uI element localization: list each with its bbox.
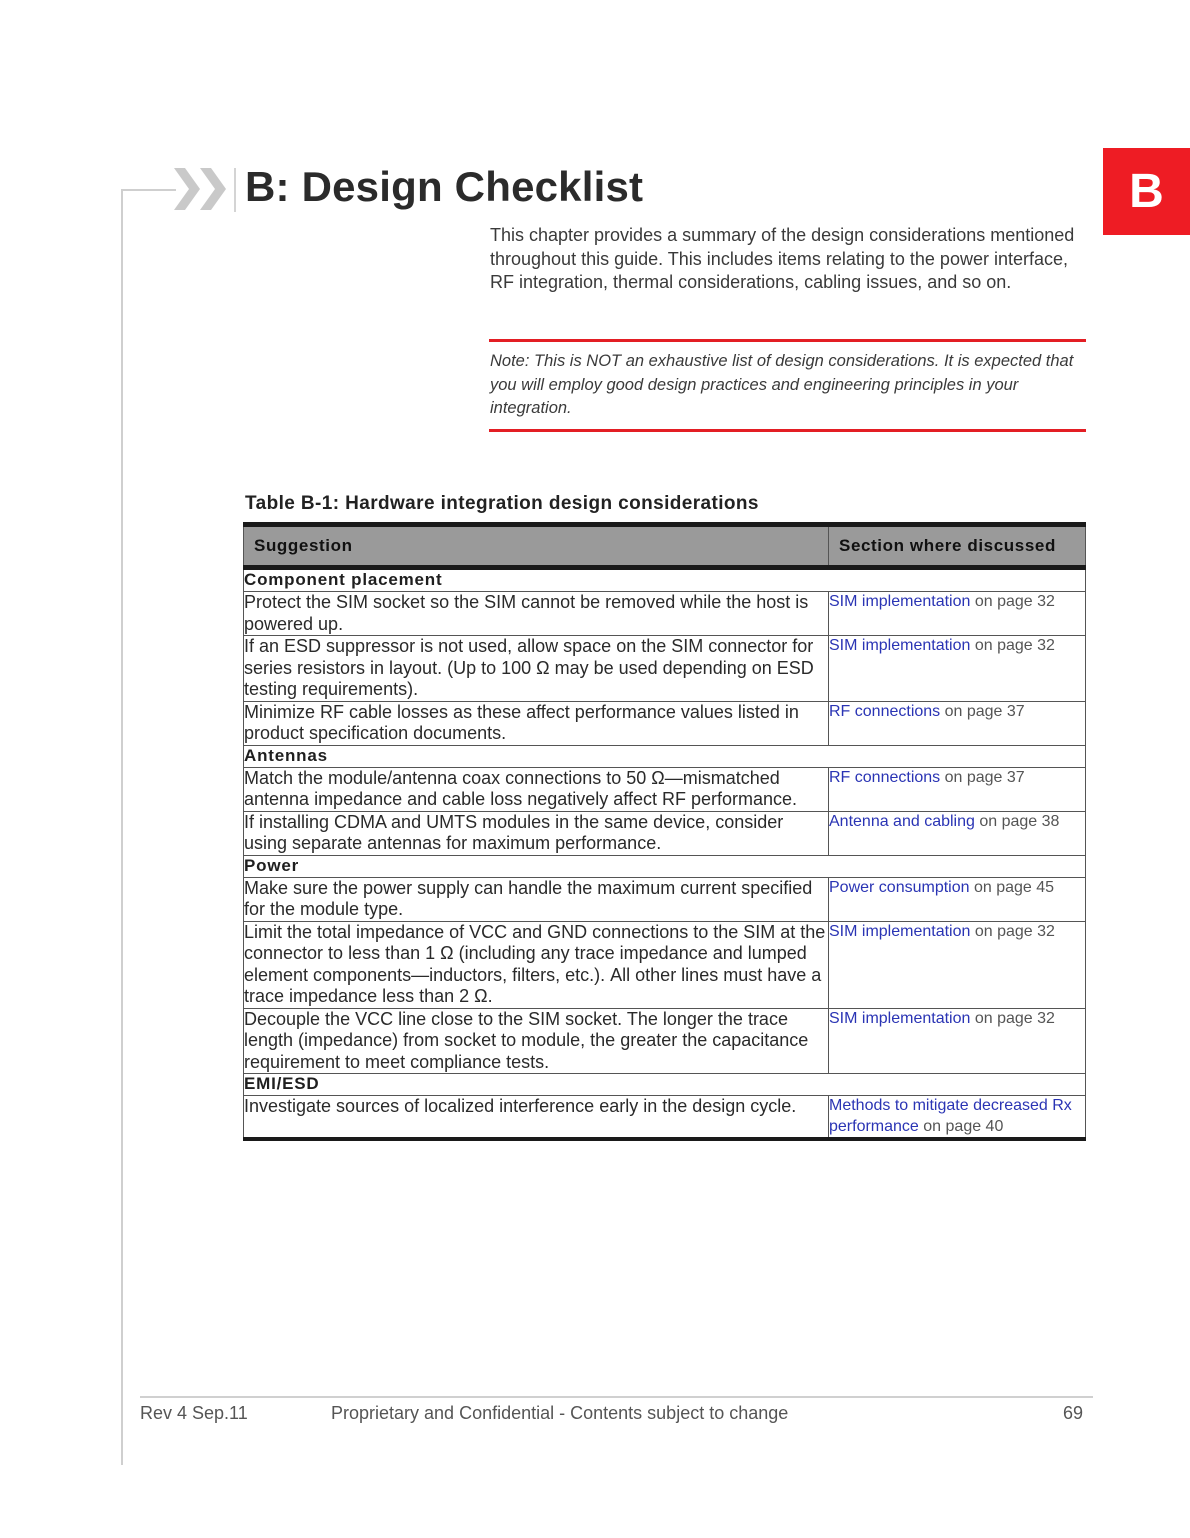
suggestion-cell: Make sure the power supply can handle the maximum current specified for the module type.: [244, 877, 829, 921]
section-link[interactable]: RF connections: [829, 768, 941, 786]
footer-revision: Rev 4 Sep.11: [140, 1403, 248, 1423]
section-row: [244, 855, 1086, 877]
suggestion-cell: Investigate sources of localized interference early in the design cycle.: [244, 1096, 829, 1140]
table-caption: Table B-1: Hardware integration design considerations: [245, 493, 759, 514]
suggestion-cell: Minimize RF cable losses as these affect performance values listed in product specification documents.: [244, 701, 829, 745]
table-row: [244, 767, 1086, 811]
page-number: 69: [1063, 1403, 1084, 1423]
section-heading: Antennas: [244, 745, 1086, 767]
margin-rule-horizontal: [121, 189, 176, 191]
page-reference: on page 37: [940, 702, 1025, 720]
footer-notice: Proprietary and Confidential - Contents subject to change: [331, 1403, 789, 1423]
note-rule-top: [489, 339, 1086, 342]
table-row: [244, 1008, 1086, 1074]
page-reference: on page 37: [940, 768, 1025, 786]
table-row: [244, 592, 1086, 636]
chapter-tab: B: [1103, 148, 1190, 235]
suggestion-cell: If installing CDMA and UMTS modules in the same device, consider using separate antennas for maximum performance.: [244, 811, 829, 855]
table-row: [244, 921, 1086, 1008]
section-heading: Power: [244, 855, 1086, 877]
section-link[interactable]: SIM implementation: [829, 922, 971, 940]
table-row: [244, 1096, 1086, 1140]
suggestion-cell: Limit the total impedance of VCC and GND connections to the SIM at the connector to less than 1 Ω (including any trace impedance and lumped element components—inductors, filters, etc.). All other lines must have a trace impedance less than 2 Ω.: [244, 921, 829, 1008]
reference-cell: [829, 636, 1086, 702]
page-reference: on page 32: [970, 637, 1055, 654]
footer-rule: [140, 1396, 1093, 1398]
reference-cell: [829, 1008, 1086, 1074]
note-rule-bottom: [489, 429, 1086, 432]
chevron-right-icon: [198, 166, 228, 212]
section-link[interactable]: RF connections: [829, 702, 941, 720]
section-link[interactable]: Power consumption: [829, 878, 970, 896]
section-row: [244, 1074, 1086, 1096]
table-row: [244, 877, 1086, 921]
design-checklist-table: [243, 522, 1086, 1141]
reference-cell: [829, 811, 1086, 855]
title-divider: [234, 168, 236, 212]
suggestion-cell: If an ESD suppressor is not used, allow space on the SIM connector for series resistors in layout. (Up to 100 Ω may be used depending on ESD testing requirements).: [244, 636, 829, 702]
column-header-suggestion: Suggestion: [244, 525, 829, 568]
suggestion-cell: Match the module/antenna coax connections to 50 Ω—mismatched antenna impedance and cable loss negatively affect RF performance.: [244, 767, 829, 811]
section-heading: Component placement: [244, 568, 1086, 592]
section-heading: EMI/ESD: [244, 1074, 1086, 1096]
table-row: [244, 811, 1086, 855]
section-row: [244, 568, 1086, 592]
page-reference: on page 32: [970, 922, 1055, 940]
section-link[interactable]: SIM implementation: [829, 1009, 971, 1027]
section-link[interactable]: SIM implementation: [829, 637, 971, 654]
chapter-intro: This chapter provides a summary of the design considerations mentioned throughout this guide. This includes items relating to the power interface, RF integration, thermal considerations, cabling issues, and so on.: [490, 225, 1075, 292]
note-text: Note: This is NOT an exhaustive list of design considerations. It is expected that you will employ good design practices and engineering principles in your integration.: [490, 352, 1074, 417]
reference-cell: [829, 767, 1086, 811]
section-row: [244, 745, 1086, 767]
suggestion-cell: Decouple the VCC line close to the SIM socket. The longer the trace length (impedance) from socket to module, the greater the capacitance requirement to meet compliance tests.: [244, 1008, 829, 1074]
page-reference: on page 45: [969, 878, 1055, 896]
reference-cell: [829, 921, 1086, 1008]
reference-cell: [829, 1096, 1086, 1140]
table-row: [244, 701, 1086, 745]
section-link[interactable]: Antenna and cabling: [829, 812, 975, 830]
margin-rule-vertical: [121, 190, 123, 1465]
table-row: [244, 636, 1086, 702]
chapter-title: B: Design Checklist: [245, 163, 644, 210]
page-reference: on page 32: [970, 1009, 1055, 1027]
reference-cell: [829, 592, 1086, 636]
section-link[interactable]: Methods to mitigate decreased Rx performance: [829, 1097, 1072, 1135]
page-reference: on page 40: [918, 1117, 1004, 1135]
column-header-section: Section where discussed: [829, 525, 1086, 568]
page-reference: on page 38: [974, 812, 1060, 830]
reference-cell: [829, 877, 1086, 921]
reference-cell: [829, 701, 1086, 745]
section-link[interactable]: SIM implementation: [829, 593, 971, 610]
suggestion-cell: Protect the SIM socket so the SIM cannot be removed while the host is powered up.: [244, 592, 829, 636]
page-reference: on page 32: [970, 593, 1055, 610]
table-header-row: [244, 525, 1086, 568]
